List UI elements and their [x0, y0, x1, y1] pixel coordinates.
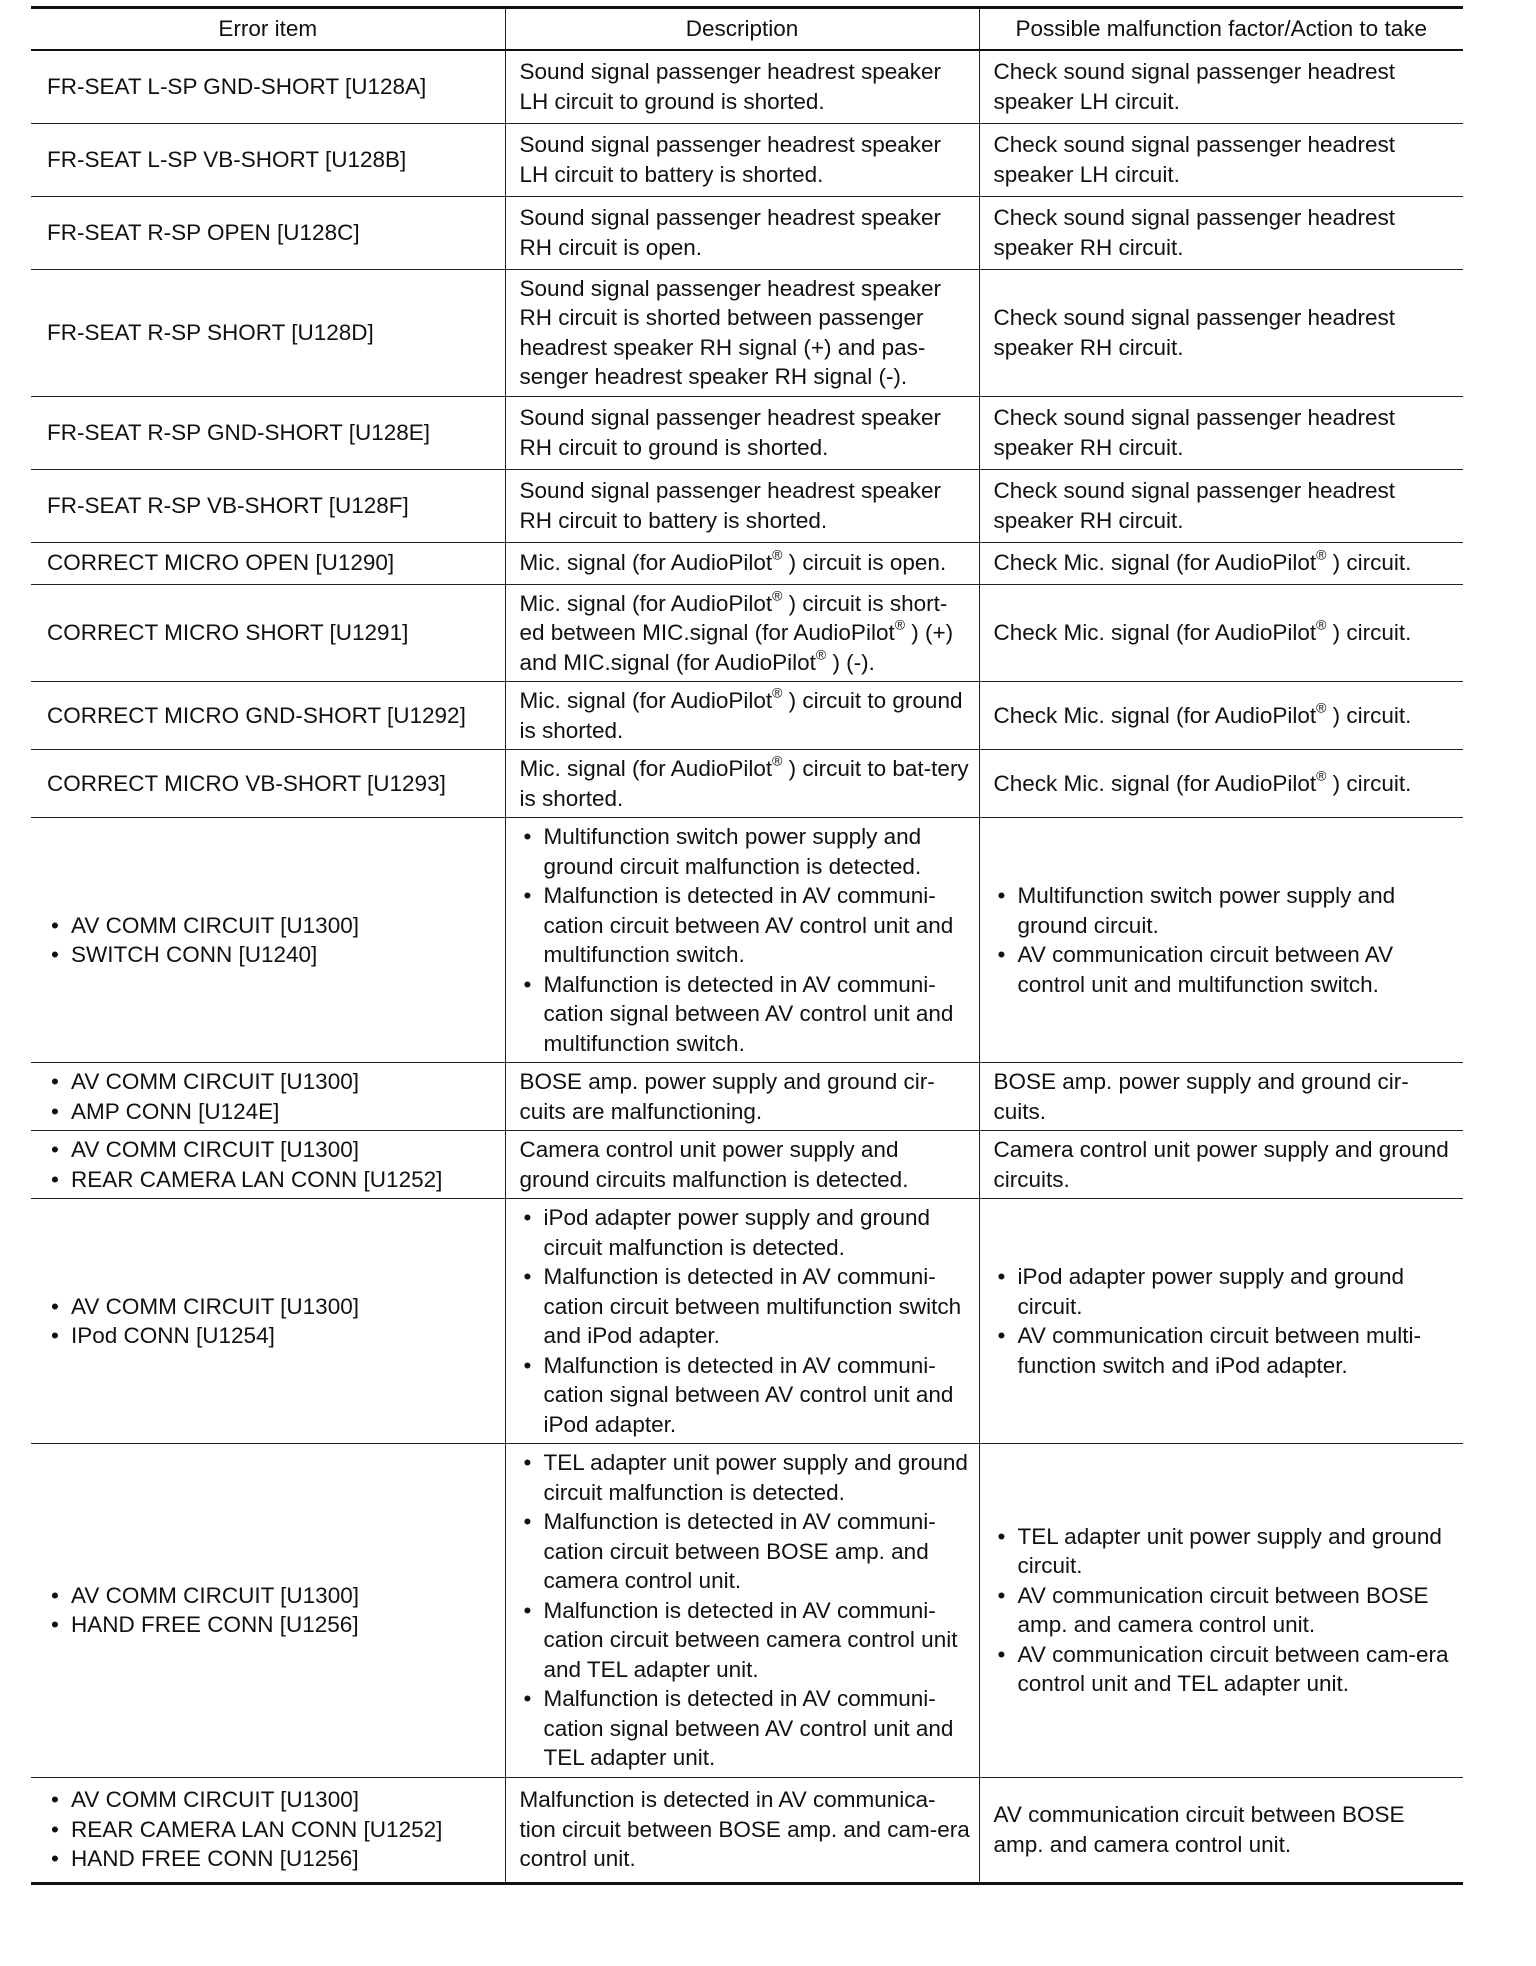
table-header — [31, 8, 1463, 51]
table-row — [31, 123, 1463, 196]
bullet-item: • Multifunction switch power supply and ground circuit. — [994, 881, 1456, 940]
description-cell — [505, 269, 979, 396]
action-cell — [979, 1199, 1463, 1444]
action-cell — [979, 542, 1463, 584]
description-text: Malfunction is detected in AV communica-tion circuit between BOSE amp. and cam-era control unit. — [519, 1787, 970, 1872]
error-item-cell — [31, 1444, 505, 1778]
bullet-item: • HAND FREE CONN [U1256] — [47, 1610, 497, 1640]
action-text: Check sound signal passenger headrest speaker RH circuit. — [993, 405, 1396, 460]
error-item-text: CORRECT MICRO VB-SHORT [U1293] — [47, 770, 446, 796]
error-item-cell — [31, 818, 505, 1063]
action-text: Check sound signal passenger headrest speaker RH circuit. — [993, 478, 1396, 533]
table-row — [31, 269, 1463, 396]
table-row — [31, 1444, 1463, 1778]
description-text: Sound signal passenger headrest speaker RH circuit to battery is shorted. — [519, 478, 942, 533]
error-item-cell — [31, 542, 505, 584]
error-item-cell — [31, 750, 505, 818]
table-row — [31, 542, 1463, 584]
bullet-list — [994, 881, 1456, 999]
description-text: Sound signal passenger headrest speaker RH circuit to ground is shorted. — [519, 405, 942, 460]
description-text: Mic. signal (for AudioPilot® ) circuit to bat-tery is shorted. — [519, 752, 969, 811]
action-text: AV communication circuit between BOSE amp. and camera control unit. — [993, 1802, 1405, 1857]
bullet-item: • iPod adapter power supply and ground circuit. — [994, 1262, 1456, 1321]
bullet-list — [47, 1067, 497, 1126]
bullet-item: • TEL adapter unit power supply and ground circuit. — [994, 1522, 1456, 1581]
bullet-item: • Malfunction is detected in AV communi-cation circuit between camera control unit and TEL adapter unit. — [520, 1596, 971, 1685]
action-cell — [979, 123, 1463, 196]
description-text: Mic. signal (for AudioPilot® ) circuit is open. — [519, 546, 947, 576]
error-item-cell — [31, 196, 505, 269]
bullet-list — [994, 1262, 1456, 1380]
bullet-item: • IPod CONN [U1254] — [47, 1321, 497, 1351]
error-item-text: FR-SEAT L-SP VB-SHORT [U128B] — [47, 146, 407, 172]
action-text: Check sound signal passenger headrest speaker RH circuit. — [993, 205, 1396, 260]
action-text: Check Mic. signal (for AudioPilot® ) circuit. — [993, 699, 1412, 728]
table-row — [31, 1063, 1463, 1131]
bullet-item: • AV COMM CIRCUIT [U1300] — [47, 1581, 497, 1611]
bullet-list — [47, 1581, 497, 1640]
error-item-text: CORRECT MICRO OPEN [U1290] — [47, 550, 395, 576]
bullet-item: • Malfunction is detected in AV communi-cation signal between AV control unit and multifunction switch. — [520, 970, 971, 1059]
error-item-cell — [31, 269, 505, 396]
table-row — [31, 818, 1463, 1063]
bullet-item: • AV COMM CIRCUIT [U1300] — [47, 1067, 497, 1097]
action-cell — [979, 1131, 1463, 1199]
bullet-list — [520, 1203, 971, 1439]
description-cell — [505, 196, 979, 269]
action-cell — [979, 1063, 1463, 1131]
action-cell — [979, 1444, 1463, 1778]
error-item-text: FR-SEAT L-SP GND-SHORT [U128A] — [47, 74, 427, 99]
bullet-item: • AV communication circuit between AV control unit and multifunction switch. — [994, 940, 1456, 999]
action-cell — [979, 396, 1463, 469]
action-cell — [979, 584, 1463, 682]
bullet-list — [47, 1785, 497, 1874]
bullet-item: • AV communication circuit between multi-function switch and iPod adapter. — [994, 1321, 1456, 1380]
action-cell — [979, 682, 1463, 750]
table-row — [31, 1131, 1463, 1199]
action-text: Check Mic. signal (for AudioPilot® ) circuit. — [993, 767, 1412, 796]
table-row — [31, 196, 1463, 269]
error-item-cell — [31, 1063, 505, 1131]
bullet-item: • AV COMM CIRCUIT [U1300] — [47, 1292, 497, 1322]
bullet-item: • AV COMM CIRCUIT [U1300] — [47, 1785, 497, 1815]
description-cell — [505, 1199, 979, 1444]
description-cell — [505, 1131, 979, 1199]
action-text: Check Mic. signal (for AudioPilot® ) circuit. — [993, 546, 1412, 576]
bullet-item: • iPod adapter power supply and ground circuit malfunction is detected. — [520, 1203, 971, 1262]
bullet-item: • AV communication circuit between BOSE amp. and camera control unit. — [994, 1581, 1456, 1640]
table-row — [31, 1777, 1463, 1883]
error-item-cell — [31, 1131, 505, 1199]
bullet-item: • Malfunction is detected in AV communi-cation circuit between multifunction switch and iPod adapter. — [520, 1262, 971, 1351]
action-text: Check sound signal passenger headrest speaker RH circuit. — [993, 305, 1396, 360]
action-text: Camera control unit power supply and ground circuits. — [993, 1137, 1449, 1192]
table-row — [31, 584, 1463, 682]
diagnosis-table — [31, 6, 1463, 1885]
action-cell — [979, 196, 1463, 269]
action-cell — [979, 269, 1463, 396]
description-cell — [505, 750, 979, 818]
table-row — [31, 1199, 1463, 1444]
bullet-list — [47, 1292, 497, 1351]
description-cell — [505, 542, 979, 584]
bullet-list — [520, 822, 971, 1058]
action-cell — [979, 1777, 1463, 1883]
bullet-list — [994, 1522, 1456, 1699]
bullet-item: • Malfunction is detected in AV communi-cation circuit between BOSE amp. and camera control unit. — [520, 1507, 971, 1596]
bullet-list — [47, 911, 497, 970]
description-cell — [505, 818, 979, 1063]
action-cell — [979, 50, 1463, 123]
bullet-item: • REAR CAMERA LAN CONN [U1252] — [47, 1815, 497, 1845]
bullet-item: • HAND FREE CONN [U1256] — [47, 1844, 497, 1874]
description-text: Sound signal passenger headrest speaker LH circuit to battery is shorted. — [519, 132, 942, 187]
bullet-item: • TEL adapter unit power supply and ground circuit malfunction is detected. — [520, 1448, 971, 1507]
action-text: BOSE amp. power supply and ground cir-cuits. — [993, 1069, 1409, 1124]
description-cell — [505, 584, 979, 682]
action-cell — [979, 818, 1463, 1063]
error-item-text: FR-SEAT R-SP VB-SHORT [U128F] — [47, 492, 409, 518]
description-text: Camera control unit power supply and ground circuits malfunction is detected. — [519, 1137, 909, 1192]
header-action: Possible malfunction factor/Action to take — [979, 8, 1463, 51]
description-cell — [505, 1063, 979, 1131]
bullet-list — [47, 1135, 497, 1194]
error-item-text: FR-SEAT R-SP GND-SHORT [U128E] — [47, 419, 431, 445]
error-item-cell — [31, 584, 505, 682]
error-item-text: FR-SEAT R-SP SHORT [U128D] — [47, 319, 374, 345]
action-cell — [979, 469, 1463, 542]
action-text: Check sound signal passenger headrest speaker LH circuit. — [993, 59, 1396, 114]
bullet-list — [520, 1448, 971, 1773]
bullet-item: • Malfunction is detected in AV communi-cation signal between AV control unit and TEL adapter unit. — [520, 1684, 971, 1773]
error-item-text: CORRECT MICRO GND-SHORT [U1292] — [47, 702, 466, 728]
table-row — [31, 396, 1463, 469]
description-cell — [505, 396, 979, 469]
description-cell — [505, 1777, 979, 1883]
bullet-item: • SWITCH CONN [U1240] — [47, 940, 497, 970]
description-cell — [505, 682, 979, 750]
header-error-item: Error item — [31, 8, 505, 51]
description-cell — [505, 469, 979, 542]
bullet-item: • AV COMM CIRCUIT [U1300] — [47, 911, 497, 941]
bullet-item: • Malfunction is detected in AV communi-cation circuit between AV control unit and multifunction switch. — [520, 881, 971, 970]
action-cell — [979, 750, 1463, 818]
description-cell — [505, 123, 979, 196]
table-row — [31, 682, 1463, 750]
bullet-item: • REAR CAMERA LAN CONN [U1252] — [47, 1165, 497, 1195]
error-item-text: CORRECT MICRO SHORT [U1291] — [47, 620, 409, 645]
error-item-cell — [31, 469, 505, 542]
description-cell — [505, 1444, 979, 1778]
error-item-text: FR-SEAT R-SP OPEN [U128C] — [47, 219, 360, 245]
description-text: Sound signal passenger headrest speaker RH circuit is shorted between passenger headrest speaker RH signal (+) and pas-senger headrest speaker RH signal (-). — [519, 275, 942, 389]
bullet-item: • AMP CONN [U124E] — [47, 1097, 497, 1127]
description-cell — [505, 50, 979, 123]
table-row — [31, 469, 1463, 542]
bullet-item: • Malfunction is detected in AV communi-cation signal between AV control unit and iPod adapter. — [520, 1351, 971, 1440]
error-item-cell — [31, 50, 505, 123]
table-body — [31, 50, 1463, 1883]
bullet-item: • AV COMM CIRCUIT [U1300] — [47, 1135, 497, 1165]
table-row — [31, 750, 1463, 818]
error-item-cell — [31, 1199, 505, 1444]
error-item-cell — [31, 396, 505, 469]
description-text: Mic. signal (for AudioPilot® ) circuit is short-ed between MIC.signal (for AudioPilot® ) (+) and MIC.signal (for AudioPilot® ) (-). — [519, 587, 954, 675]
bullet-item: • Multifunction switch power supply and ground circuit malfunction is detected. — [520, 822, 971, 881]
header-row — [31, 8, 1463, 51]
error-item-cell — [31, 1777, 505, 1883]
table-row — [31, 50, 1463, 123]
error-item-cell — [31, 682, 505, 750]
action-text: Check sound signal passenger headrest speaker LH circuit. — [993, 132, 1396, 187]
bullet-item: • AV communication circuit between cam-era control unit and TEL adapter unit. — [994, 1640, 1456, 1699]
description-text: BOSE amp. power supply and ground cir-cuits are malfunctioning. — [519, 1069, 935, 1124]
header-description: Description — [505, 8, 979, 51]
error-item-cell — [31, 123, 505, 196]
description-text: Sound signal passenger headrest speaker LH circuit to ground is shorted. — [519, 59, 942, 114]
description-text: Mic. signal (for AudioPilot® ) circuit to ground is shorted. — [519, 684, 963, 743]
description-text: Sound signal passenger headrest speaker RH circuit is open. — [519, 205, 942, 260]
action-text: Check Mic. signal (for AudioPilot® ) circuit. — [993, 616, 1412, 645]
